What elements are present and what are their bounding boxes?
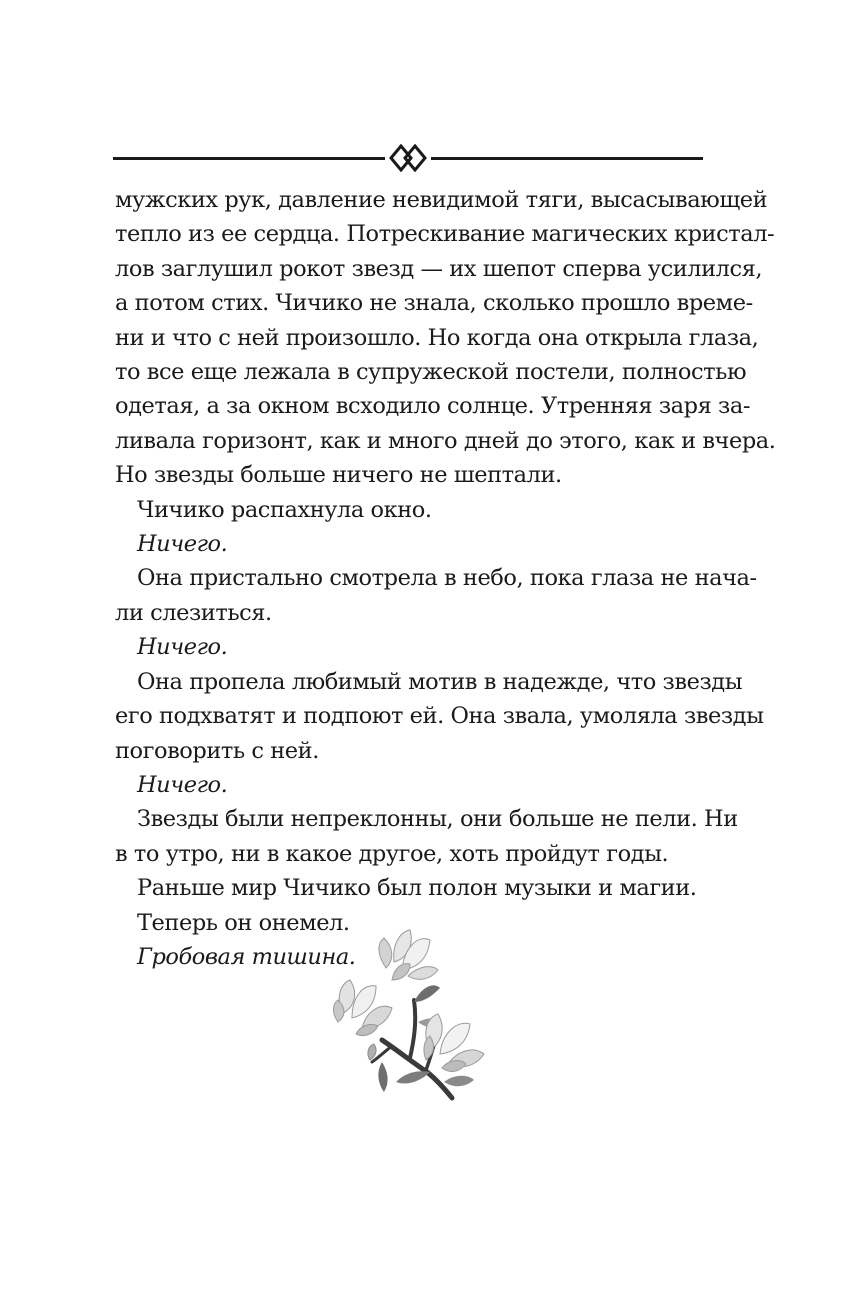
text-line: лов заглушил рокот звезд — их шепот сперва усилился, [115,255,763,282]
text-line: а потом стих. Чичико не знала, сколько прошло време- [115,290,753,317]
text-line: Ничего. [137,634,228,661]
text-line: Теперь он онемел. [137,909,350,936]
text-line: тепло из ее сердца. Потрескивание магических кристал- [115,221,775,248]
text-line: ли слезиться. [115,599,272,626]
text-line: Чичико распахнула окно. [137,496,432,523]
text-line: ливала горизонт, как и много дней до этого, как и вчера. [115,427,776,454]
text-line: одетая, а за окном всходило солнце. Утренняя заря за- [115,393,750,420]
text-line: Раньше мир Чичико был полон музыки и магии. [137,875,697,902]
double-diamond-icon [389,144,427,172]
text-line: Ничего. [137,771,228,798]
text-line: его подхватят и подпоют ей. Она звала, умоляла звезды [115,703,764,730]
text-line: Ничего. [137,531,228,558]
text-line: Она пристально смотрела в небо, пока глаза не нача- [137,565,757,592]
rule-line-left [113,157,385,160]
text-line: в то утро, ни в какое другое, хоть пройдут годы. [115,840,669,867]
text-line: поговорить с ней. [115,737,319,764]
text-line: Она пропела любимый мотив в надежде, что звезды [137,668,743,695]
rule-line-right [431,157,703,160]
text-line: Звезды были непреклонны, они больше не пели. Ни [137,806,738,833]
text-line: Гробовая тишина. [137,943,356,970]
text-line: ни и что с ней произошло. Но когда она открыла глаза, [115,324,759,351]
text-line: Но звезды больше ничего не шептали. [115,462,562,489]
text-line: мужских рук, давление невидимой тяги, высасывающей [115,187,768,213]
text-line: то все еще лежала в супружеской постели, полностью [115,359,747,386]
magnolia-branch-illustration [322,922,497,1110]
header-ornament-rule [113,144,703,172]
page-body-text [115,183,776,974]
